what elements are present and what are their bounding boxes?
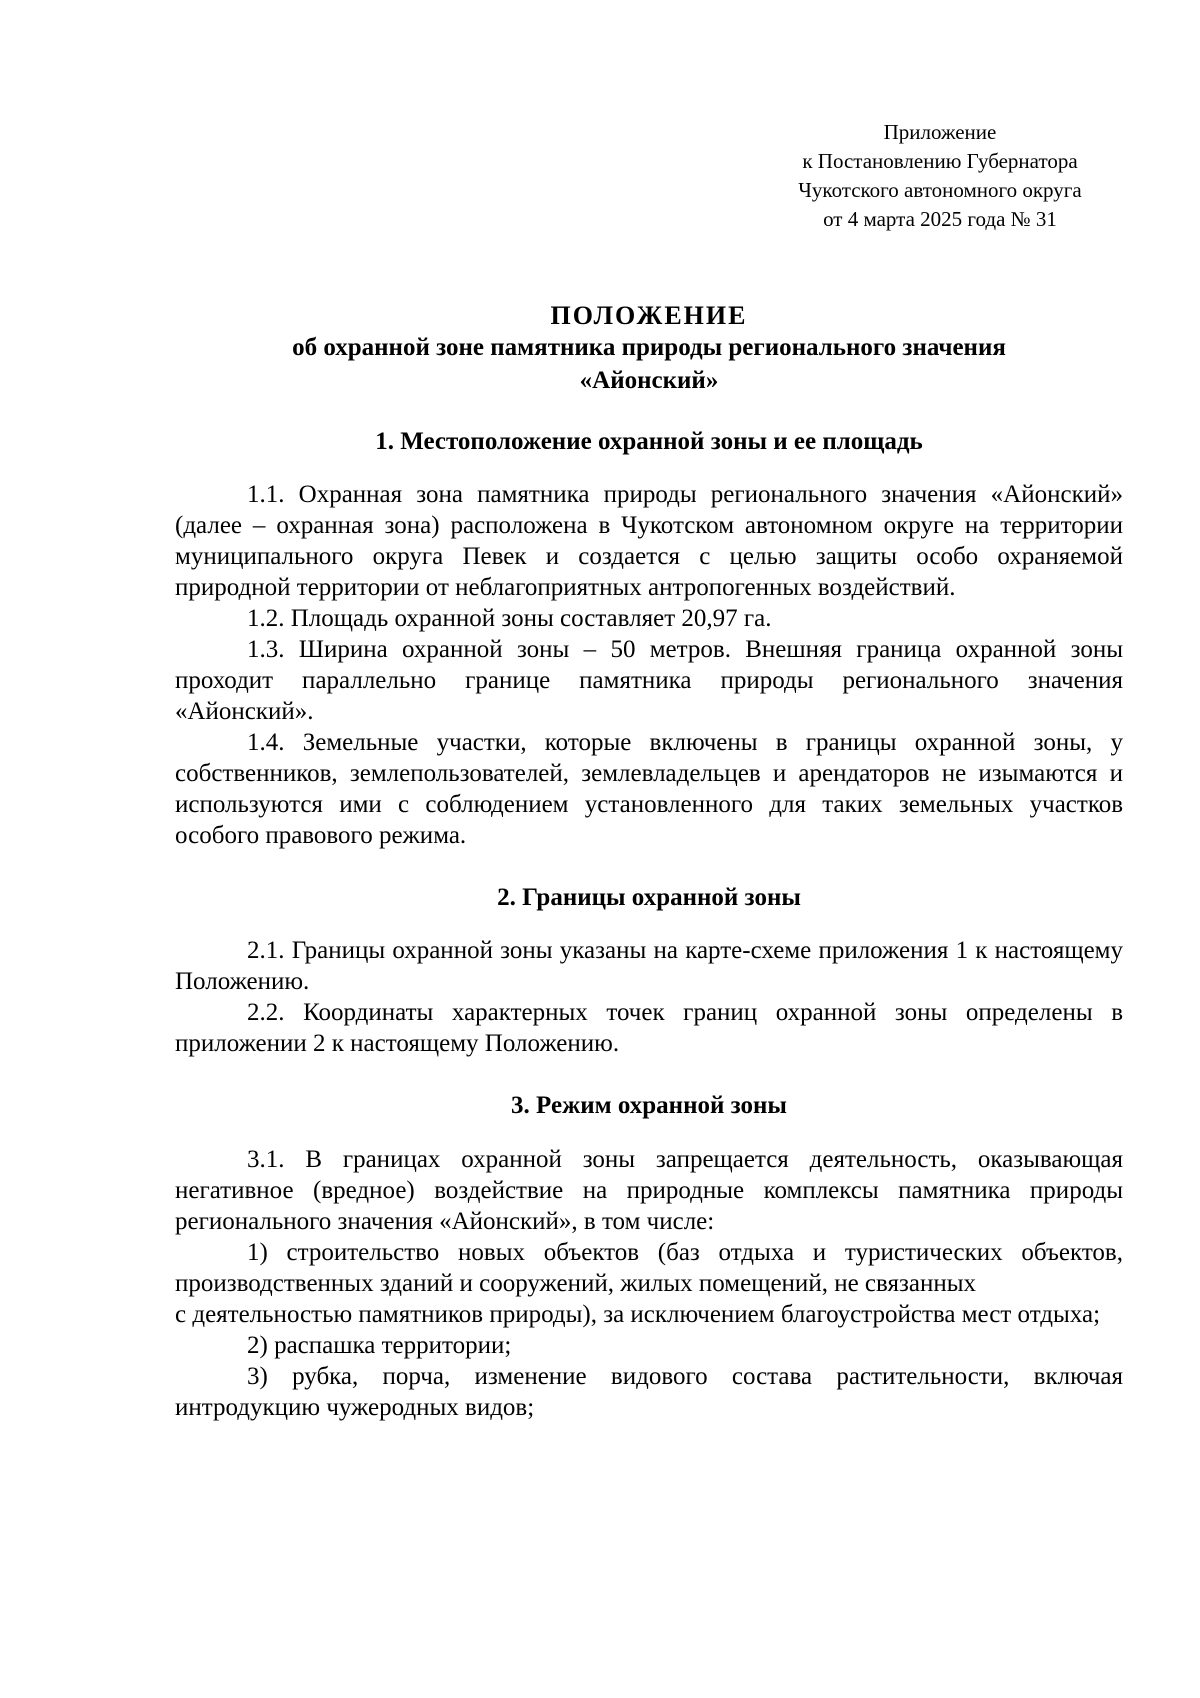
paragraph-1-1: 1.1. Охранная зона памятника природы регионального значения «Айонский» (далее – охранная зона) расположена в Чукотском автономном округе на территории муниципального округа Певек и создается с целью защиты особо охраняемой природной территории от неблагоприятных антропогенных воздействий. <box>175 481 1123 601</box>
list-item-3: 3) рубка, порча, изменение видового состава растительности, включая интродукцию чужеродных видов; <box>175 1363 1123 1421</box>
document-subtitle-line-2: «Айонский» <box>579 367 719 394</box>
section-3-heading: 3. Режим охранной зоны <box>511 1092 787 1119</box>
paragraph-1-4: 1.4. Земельные участки, которые включены в границы охранной зоны, у собственников, землепользователей, землевладельцев и арендаторов не изымаются и используются ими с соблюдением установленного для таких земельных участков особого правового режима. <box>175 729 1123 849</box>
annex-line-1: Приложение <box>883 120 997 144</box>
section-2-heading: 2. Границы охранной зоны <box>497 884 801 911</box>
paragraph-1-3: 1.3. Ширина охранной зоны – 50 метров. Внешняя граница охранной зоны проходит параллельно границе памятника природы регионального значения «Айонский». <box>175 636 1123 725</box>
paragraph-2-2: 2.2. Координаты характерных точек границ охранной зоны определены в приложении 2 к настоящему Положению. <box>175 999 1123 1057</box>
annex-header <box>720 118 1160 234</box>
list-item-1-continued: с деятельностью памятников природы), за исключением благоустройства мест отдыха; <box>175 1301 1101 1328</box>
document-subtitle-line-1: об охранной зоне памятника природы регионального значения <box>292 334 1006 361</box>
annex-line-3: Чукотского автономного округа <box>798 178 1082 202</box>
annex-line-4: от 4 марта 2025 года № 31 <box>823 207 1057 231</box>
list-item-2: 2) распашка территории; <box>247 1332 512 1359</box>
document-title: ПОЛОЖЕНИЕ <box>550 301 748 330</box>
list-item-1: 1) строительство новых объектов (баз отдыха и туристических объектов, производственных зданий и сооружений, жилых помещений, не связанных <box>175 1239 1123 1297</box>
paragraph-1-2: 1.2. Площадь охранной зоны составляет 20,97 га. <box>247 605 772 632</box>
paragraph-3-1: 3.1. В границах охранной зоны запрещается деятельность, оказывающая негативное (вредное) воздействие на природные комплексы памятника природы регионального значения «Айонский», в том числе: <box>175 1146 1123 1235</box>
document-body <box>175 300 1123 1423</box>
paragraph-2-1: 2.1. Границы охранной зоны указаны на карте-схеме приложения 1 к настоящему Положению. <box>175 937 1123 995</box>
section-1-heading: 1. Местоположение охранной зоны и ее площадь <box>375 428 923 455</box>
annex-line-2: к Постановлению Губернатора <box>802 149 1078 173</box>
